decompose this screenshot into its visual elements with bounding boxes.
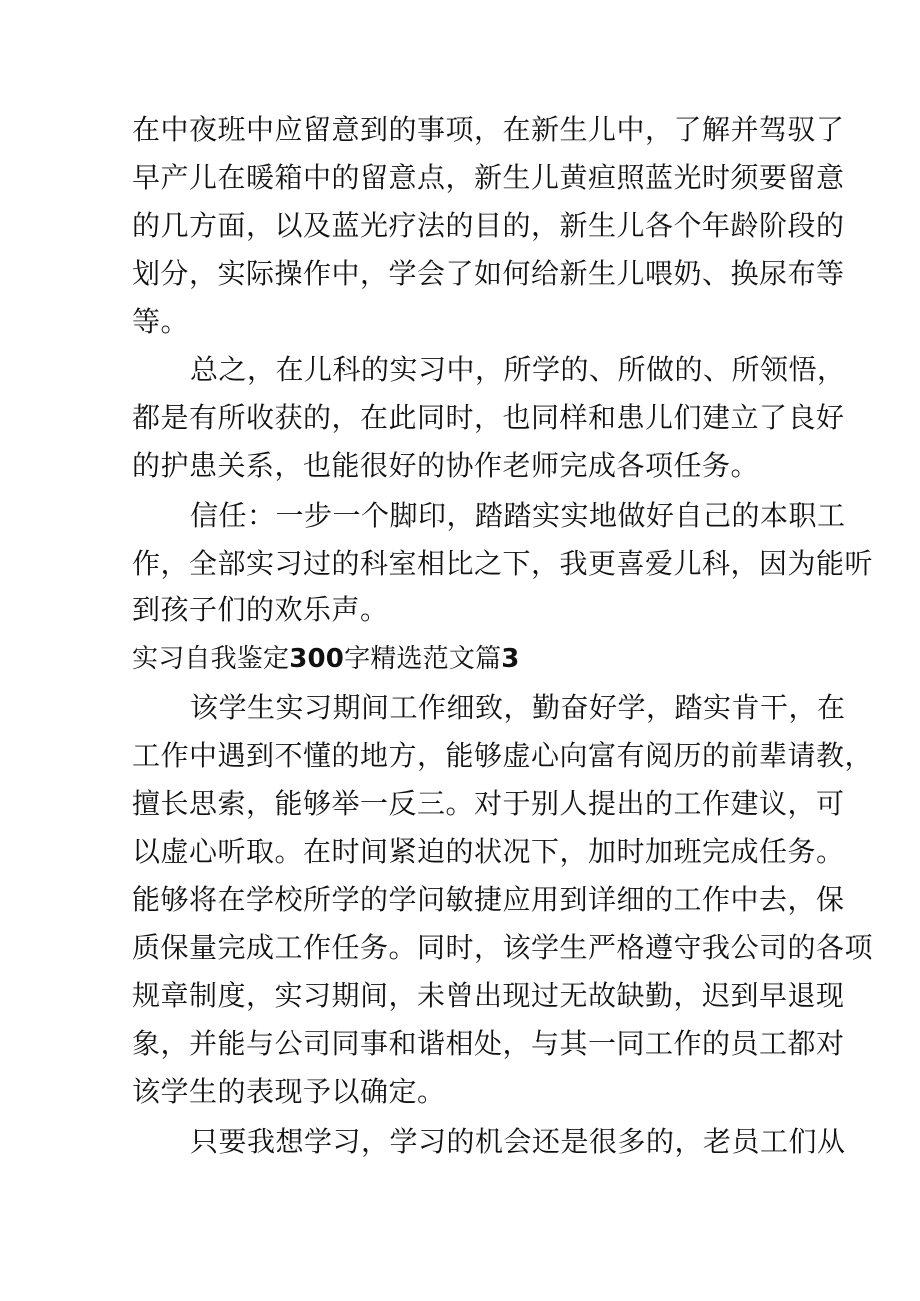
- paragraph-line: 等。: [132, 305, 190, 338]
- paragraph-line: 只要我想学习，学习的机会还是很多的，老员工们从: [190, 1125, 846, 1158]
- paragraph-line: 信任：一步一个脚印，踏踏实实地做好自己的本职工: [190, 499, 846, 532]
- paragraph-line: 以虚心听取。在时间紧迫的状况下，加时加班完成任务。: [132, 835, 845, 868]
- paragraph-line: 都是有所收获的，在此同时，也同样和患儿们建立了良好: [132, 401, 845, 434]
- paragraph-line: 质保量完成工作任务。同时，该学生严格遵守我公司的各项: [132, 931, 874, 964]
- section-heading-index: 3: [501, 644, 520, 674]
- paragraph-line: 到孩子们的欢乐声。: [132, 593, 389, 626]
- paragraph-line: 工作中遇到不懂的地方，能够虚心向富有阅历的前辈请教，: [132, 739, 874, 772]
- paragraph-line: 擅长思索，能够举一反三。对于别人提出的工作建议，可: [132, 787, 845, 820]
- paragraph-line: 规章制度，实习期间，未曾出现过无故缺勤，迟到早退现: [132, 979, 845, 1012]
- paragraph-line: 该学生的表现予以确定。: [132, 1075, 446, 1108]
- paragraph-line: 在中夜班中应留意到的事项，在新生儿中，了解并驾驭了: [132, 113, 845, 146]
- paragraph-line: 总之，在儿科的实习中，所学的、所做的、所领悟，: [190, 353, 846, 386]
- section-heading: [132, 643, 520, 675]
- section-heading-number: 300: [289, 644, 345, 674]
- paragraph-line: 的几方面，以及蓝光疗法的目的，新生儿各个年龄阶段的: [132, 209, 845, 242]
- section-heading-text: 字精选范文篇: [344, 644, 502, 674]
- paragraph-line: 该学生实习期间工作细致，勤奋好学，踏实肯干，在: [190, 691, 846, 724]
- paragraph-line: 作，全部实习过的科室相比之下，我更喜爱儿科，因为能听: [132, 547, 874, 580]
- paragraph-line: 的护患关系，也能很好的协作老师完成各项任务。: [132, 449, 760, 482]
- paragraph-line: 划分，实际操作中，学会了如何给新生儿喂奶、换尿布等: [132, 257, 845, 290]
- paragraph-line: 早产儿在暖箱中的留意点，新生儿黄疸照蓝光时须要留意: [132, 161, 845, 194]
- section-heading-text: 实习自我鉴定: [132, 644, 290, 674]
- paragraph-line: 象，并能与公司同事和谐相处，与其一同工作的员工都对: [132, 1027, 845, 1060]
- paragraph-line: 能够将在学校所学的学问敏捷应用到详细的工作中去，保: [132, 883, 845, 916]
